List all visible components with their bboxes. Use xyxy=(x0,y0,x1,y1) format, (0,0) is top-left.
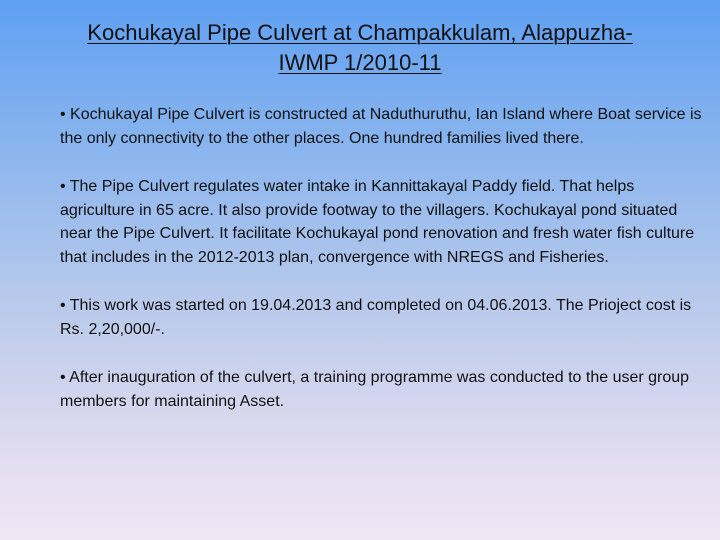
bullet-dates-cost: • This work was started on 19.04.2013 and completed on 04.06.2013. The Prioject cost is Rs. 2,20,000/-. xyxy=(60,297,692,338)
title-line-2: IWMP 1/2010-11 xyxy=(278,50,442,75)
bullet-location: • Kochukayal Pipe Culvert is constructed at Naduthuruthu, Ian Island where Boat service is the only connectivity to the other places. One hundred families lived there. xyxy=(60,106,702,147)
slide-body xyxy=(60,103,705,413)
bullet-training: • After inauguration of the culvert, a training programme was conducted to the user group members for maintaining Asset. xyxy=(60,369,690,410)
title-line-1: Kochukayal Pipe Culvert at Champakkulam, Alappuzha- xyxy=(87,20,633,45)
bullet-purpose: • The Pipe Culvert regulates water intake in Kannittakayal Paddy field. That helps agriculture in 65 acre. It also provide footway to the villagers. Kochukayal pond situated near the Pipe Culvert. It facilitate Kochukayal pond renovation and fresh water fish culture that includes in the 2012-2013 plan, convergence with NREGS and Fisheries. xyxy=(60,178,695,266)
slide-title xyxy=(20,18,700,78)
